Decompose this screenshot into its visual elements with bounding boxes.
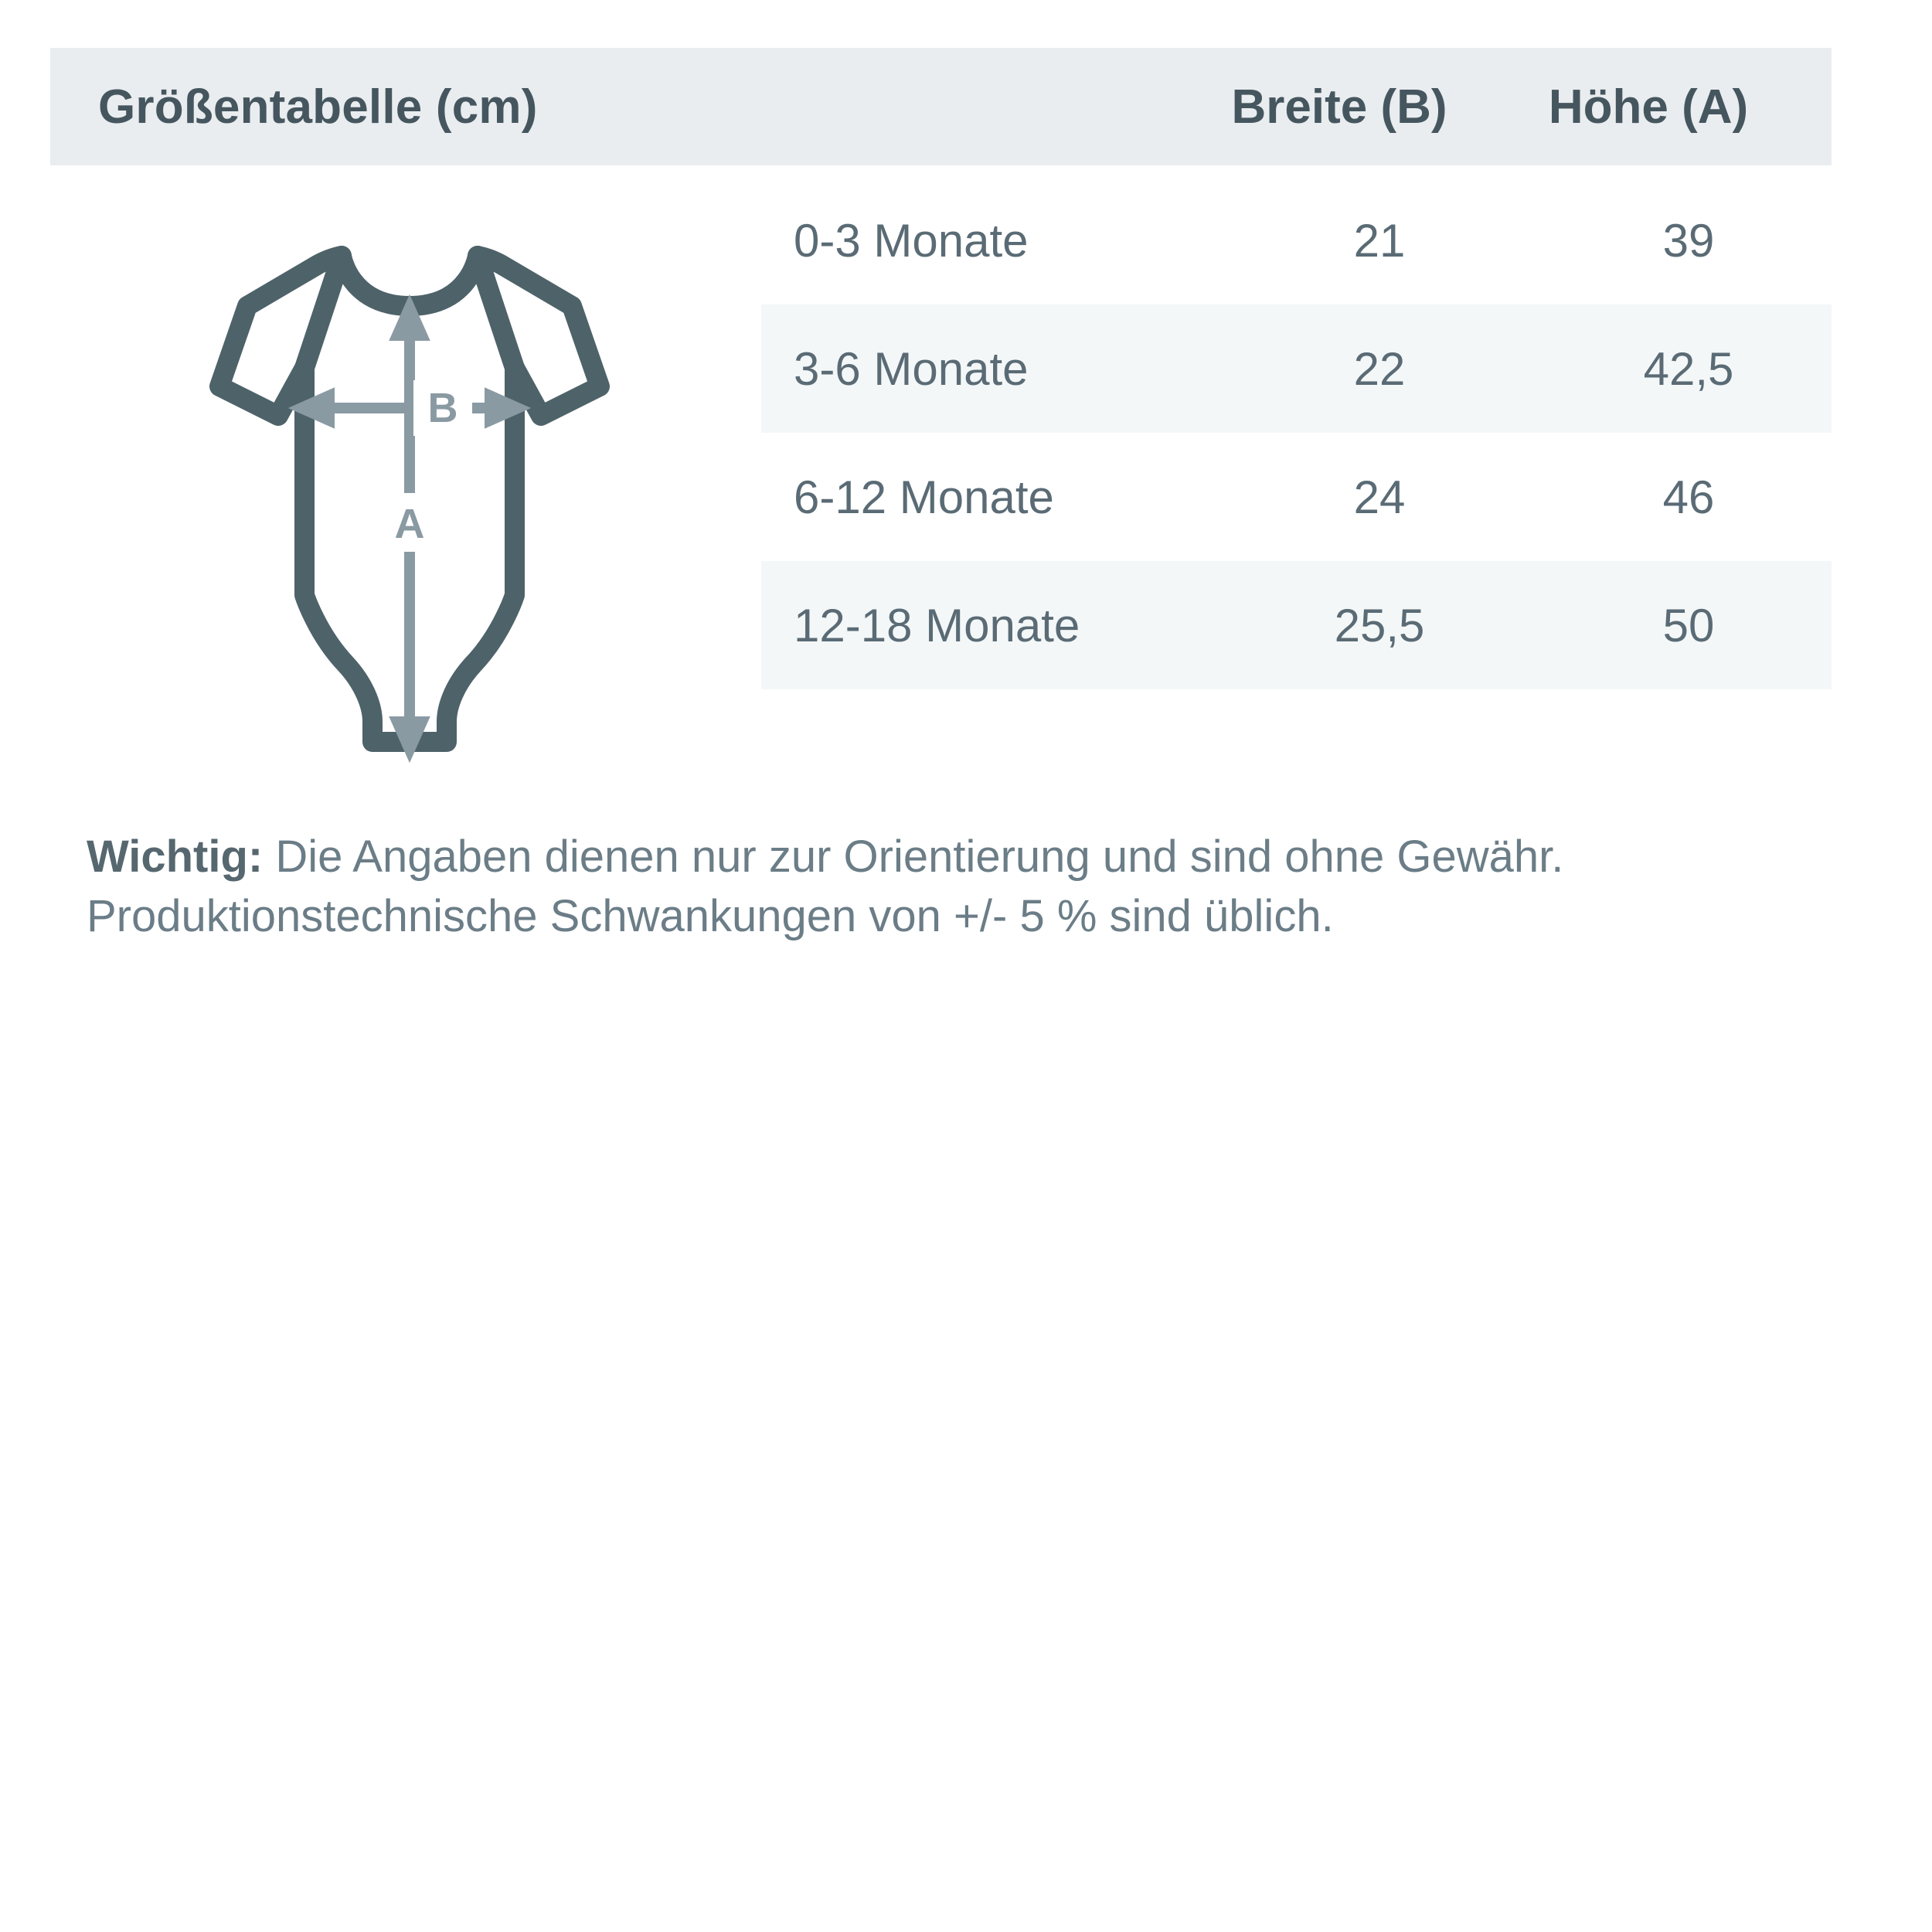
column-header-width: Breite (B) bbox=[1231, 80, 1447, 134]
page-title: Größentabelle (cm) bbox=[98, 80, 538, 134]
cell-height: 50 bbox=[1662, 599, 1715, 651]
table-row bbox=[761, 304, 1832, 433]
cell-width: 22 bbox=[1353, 342, 1406, 395]
table-row bbox=[761, 433, 1832, 561]
cell-height: 39 bbox=[1662, 214, 1715, 267]
cell-size: 12-18 Monate bbox=[794, 599, 1080, 651]
bodysuit-illustration bbox=[139, 232, 680, 773]
cell-height: 42,5 bbox=[1643, 342, 1734, 395]
disclaimer-note bbox=[87, 827, 1841, 946]
size-chart-header bbox=[50, 48, 1832, 165]
header-column-labels bbox=[1173, 80, 1832, 134]
cell-width: 25,5 bbox=[1334, 599, 1425, 651]
size-table bbox=[761, 176, 1832, 689]
width-label: B bbox=[427, 385, 458, 431]
cell-size: 6-12 Monate bbox=[794, 471, 1054, 523]
cell-width: 24 bbox=[1353, 471, 1406, 523]
cell-width: 21 bbox=[1353, 214, 1406, 267]
table-row bbox=[761, 561, 1832, 689]
cell-size: 3-6 Monate bbox=[794, 342, 1029, 395]
disclaimer-label: Wichtig: bbox=[87, 832, 264, 882]
cell-height: 46 bbox=[1662, 471, 1715, 523]
height-label: A bbox=[394, 501, 425, 547]
disclaimer-text: Die Angaben dienen nur zur Orientierung und sind ohne Gewähr. Produktionstechnische Schwankungen von +/- 5 % sind üblich. bbox=[87, 832, 1564, 942]
table-row bbox=[761, 176, 1832, 304]
cell-size: 0-3 Monate bbox=[794, 214, 1029, 267]
column-header-height: Höhe (A) bbox=[1548, 80, 1749, 134]
